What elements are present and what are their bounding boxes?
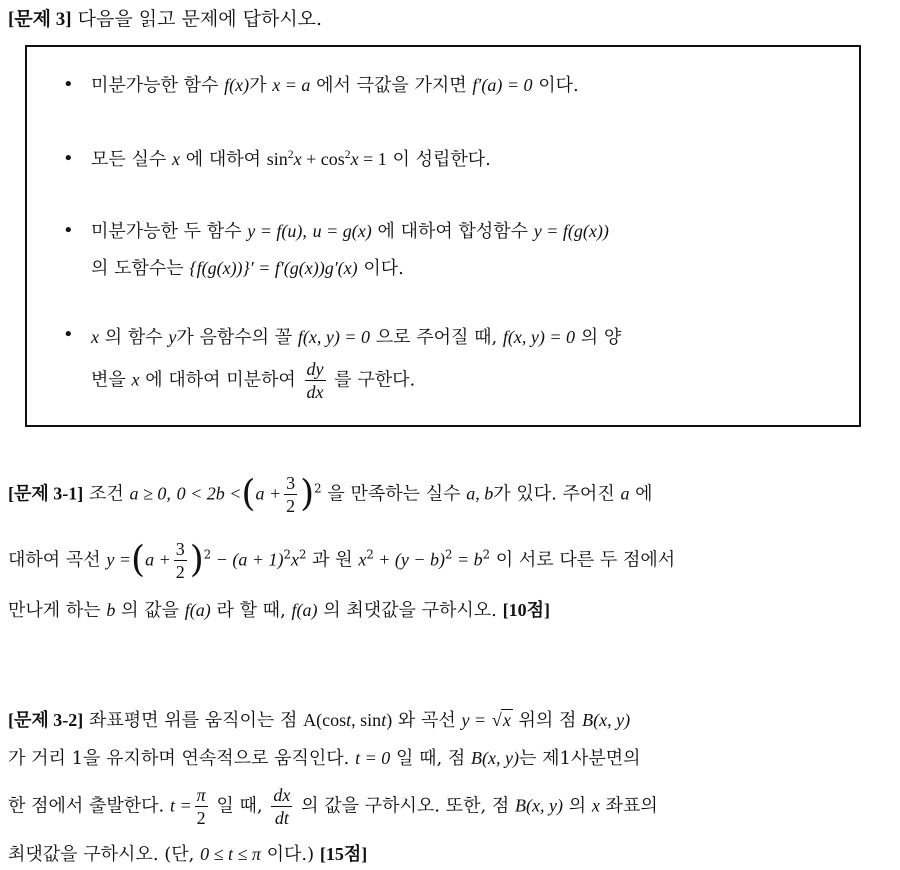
dx-dt-fraction: $\frac{dx}{dt}$	[273, 785, 291, 828]
p1-line-3: 만나게 하는 b 의 값을 f(a) 라 할 때, f(a) 의 최댓값을 구하시오. [10점]	[8, 600, 551, 621]
bullet-text: x 의 함수 y가 음함수의 꼴 f(x, y) = 0 으로 주어질 때, f(x, y) = 0 의 양 변을 x 에 대하여 미분하여 $\frac{dy}{dx}$ 를 구한다.	[91, 327, 622, 402]
bullet-icon: •	[63, 148, 74, 169]
p1-line-1: [문제 3-1] 조건 a ≥ 0, 0 < 2b <(a + $\frac{3}{2}$ )$^2$ 을 만족하는 실수 a, b가 있다. 주어진 a 에	[8, 473, 653, 516]
score-10: [10점]	[502, 600, 551, 620]
p2-line-4: 최댓값을 구하시오. (단, 0 ≤ t ≤ π 이다.) [15점]	[8, 844, 368, 865]
score-15: [15점]	[319, 844, 368, 864]
problem-3-2-label: [문제 3-2]	[8, 710, 84, 730]
p2-line-1: [문제 3-2] 좌표평면 위를 움직이는 점 A(cost, sint) 와 곡선 y = √x 위의 점 B(x, y)	[8, 710, 631, 731]
bullet-text: 미분가능한 두 함수 y = f(u), u = g(x) 에 대하여 합성함수 y = f(g(x)) 의 도함수는 {f(g(x))}′ = f′(g(x))g′(x) 이다.	[91, 221, 609, 279]
bullet-icon: •	[63, 74, 74, 95]
problem-3-1-label: [문제 3-1]	[8, 483, 84, 504]
reference-box	[25, 45, 861, 427]
p1-line-2: 대하여 곡선 y =(a + $\frac{3}{2}$ )$^2 - (a + 1)^2x^2$ 과 원 $x^2 + (y - b)^2 = b^2$ 이 서로 다른 두 점에서	[8, 539, 676, 582]
bullet-text: 모든 실수 x 에 대하여 $\sin^2x + \cos^2x = 1$ 이 성립한다.	[91, 147, 491, 170]
p2-line-2: 가 거리 1을 유지하며 연속적으로 움직인다. t = 0 일 때, 점 B(x, y)는 제1사분면의	[8, 748, 641, 769]
problem-instruction: 다음을 읽고 문제에 답하시오.	[77, 8, 323, 30]
problem-label: [문제 3]	[8, 9, 72, 30]
p2-line-3: 한 점에서 출발한다. t = $\frac{\pi}{2}$ 일 때, $\frac{dx}{dt}$ 의 값을 구하시오. 또한, 점 B(x, y) 의 x 좌표의	[8, 785, 658, 828]
bullet-icon: •	[63, 324, 74, 345]
bullet-icon: •	[63, 220, 74, 241]
problem-title	[8, 4, 322, 31]
dy-dx-fraction: $\frac{dy}{dx}$	[306, 359, 324, 402]
bullet-text: 미분가능한 함수 f(x)가 x = a 에서 극값을 가지면 f′(a) = 0 이다.	[91, 75, 579, 96]
